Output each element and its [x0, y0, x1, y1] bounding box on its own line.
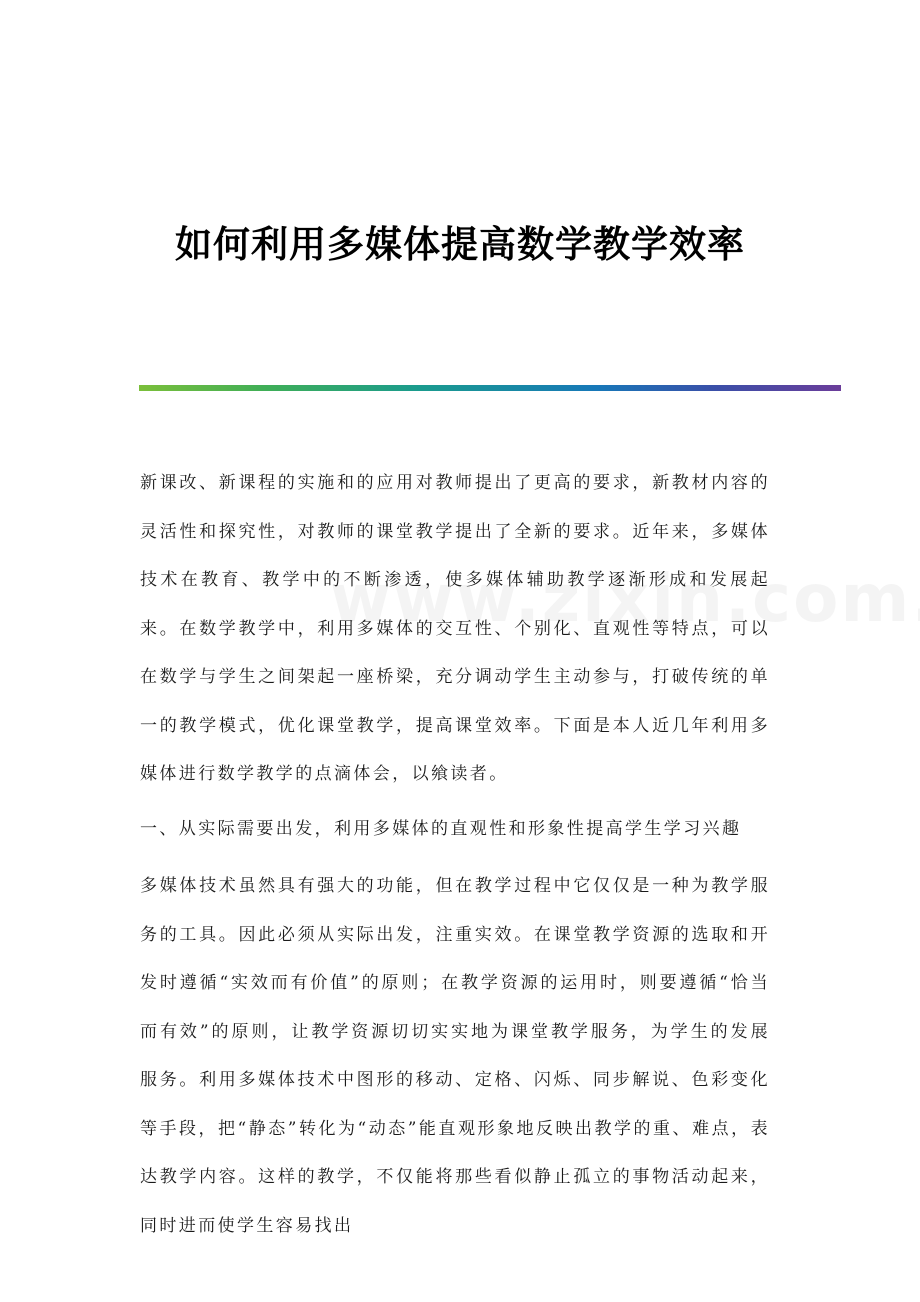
- intro-paragraph: 新课改、新课程的实施和的应用对教师提出了更高的要求，新教材内容的灵活性和探究性，对教师的课堂教学提出了全新的要求。近年来，多媒体技术在教育、教学中的不断渗透，使多媒体辅助教学逐渐形成和发展起来。在数学教学中，利用多媒体的交互性、个别化、直观性等特点，可以在数学与学生之间架起一座桥梁，充分调动学生主动参与，打破传统的单一的教学模式，优化课堂教学，提高课堂效率。下面是本人近几年利用多媒体进行数学教学的点滴体会，以飨读者。: [140, 473, 770, 784]
- section-heading: 一、从实际需要出发，利用多媒体的直观性和形象性提高学生学习兴趣: [140, 819, 742, 839]
- document-title: 如何利用多媒体提高数学教学效率: [175, 222, 745, 266]
- section-paragraph: 多媒体技术虽然具有强大的功能，但在教学过程中它仅仅是一种为教学服务的工具。因此必须从实际出发，注重实效。在课堂教学资源的选取和开发时遵循“实效而有价值”的原则；在教学资源的运用时，则要遵循“恰当而有效”的原则，让教学资源切切实实地为课堂教学服务，为学生的发展服务。利用多媒体技术中图形的移动、定格、闪烁、同步解说、色彩变化等手段，把“静态”转化为“动态”能直观形象地反映出教学的重、难点，表达教学内容。这样的教学，不仅能将那些看似静止孤立的事物活动起来，同时进而使学生容易找出: [140, 876, 770, 1236]
- title-divider: [139, 385, 841, 391]
